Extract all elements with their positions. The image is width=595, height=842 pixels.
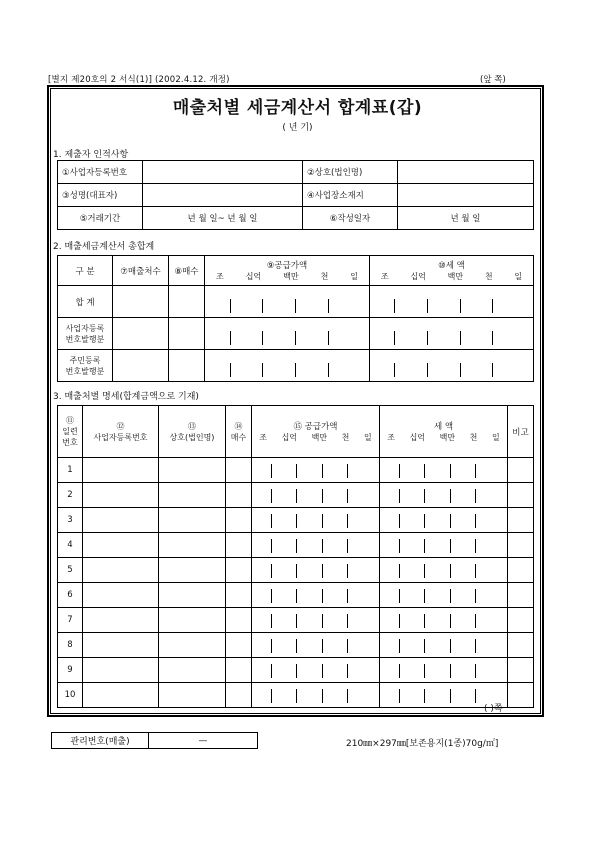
- digit-separator: [271, 614, 272, 628]
- period-field[interactable]: 년 월 일~ 년 월 일: [143, 207, 303, 230]
- table-row: [58, 508, 534, 533]
- serial-cell: 1: [58, 458, 83, 483]
- digit-separator: [450, 514, 451, 528]
- digit-separator: [322, 489, 323, 503]
- table-row: [58, 633, 534, 658]
- tax-cell[interactable]: [380, 533, 508, 558]
- biz-no-cell[interactable]: [83, 508, 159, 533]
- supply-amount-title: ⑨공급가액: [266, 261, 308, 271]
- digit-separator: [475, 489, 476, 503]
- digit-separators: [370, 350, 533, 381]
- digit-separator: [347, 589, 348, 603]
- digit-separator: [322, 514, 323, 528]
- digit-separator: [450, 564, 451, 578]
- biz-no-cell[interactable]: [83, 458, 159, 483]
- digit-separators: [252, 558, 379, 582]
- sheets-cell[interactable]: [226, 458, 252, 483]
- amount-cell[interactable]: [205, 350, 370, 382]
- digit-separators: [380, 533, 507, 557]
- digit-separator: [271, 464, 272, 478]
- digit-separator: [296, 589, 297, 603]
- amount-cell[interactable]: [169, 286, 205, 318]
- digit-separator: [271, 564, 272, 578]
- tax-col-header: [380, 406, 508, 458]
- sheets-header: ⑧매수: [169, 256, 205, 286]
- digit-separator: [399, 464, 400, 478]
- category-header: 구 분: [58, 256, 113, 286]
- biz-no-cell[interactable]: [83, 558, 159, 583]
- sheets-cell[interactable]: [226, 608, 252, 633]
- digit-separator: [295, 363, 296, 377]
- amount-cell[interactable]: [169, 318, 205, 350]
- digit-separator: [424, 689, 425, 703]
- amount-cell[interactable]: [370, 318, 534, 350]
- digit-separator: [394, 331, 395, 345]
- supply-cell[interactable]: [252, 583, 380, 608]
- tax-cell[interactable]: [380, 633, 508, 658]
- digit-separator: [424, 639, 425, 653]
- serial-cell: 8: [58, 633, 83, 658]
- digit-unit: 일: [514, 272, 523, 281]
- tax-cell[interactable]: [380, 608, 508, 633]
- digit-separators: [380, 508, 507, 532]
- digit-separator: [295, 299, 296, 313]
- year-period: ( 년 기): [282, 123, 313, 133]
- digit-separators: [252, 658, 379, 682]
- digit-separator: [475, 639, 476, 653]
- digit-separator: [424, 564, 425, 578]
- digit-separator: [230, 363, 231, 377]
- digit-separators: [380, 458, 507, 482]
- seller-count-header: ⑦매출처수: [113, 256, 169, 286]
- sheets-cell[interactable]: [226, 508, 252, 533]
- address-field[interactable]: [398, 184, 534, 207]
- digit-unit: 백만: [439, 433, 456, 442]
- supply-cell[interactable]: [252, 533, 380, 558]
- serial-cell: 3: [58, 508, 83, 533]
- date-field[interactable]: 년 월 일: [398, 207, 534, 230]
- supply-cell[interactable]: [252, 483, 380, 508]
- digit-separator: [427, 363, 428, 377]
- company-cell[interactable]: [159, 458, 226, 483]
- biz-no-cell[interactable]: [83, 683, 159, 708]
- company-cell[interactable]: [159, 508, 226, 533]
- tax-col-label: 세 액: [433, 422, 454, 432]
- digit-separators: [252, 583, 379, 607]
- note-cell[interactable]: [508, 658, 534, 683]
- digit-unit: 천: [469, 433, 478, 442]
- digit-separator: [450, 539, 451, 553]
- digit-separator: [475, 614, 476, 628]
- tax-col-digits: [380, 432, 507, 443]
- digit-separators: [380, 583, 507, 607]
- tax-digit-units: [370, 271, 533, 282]
- table-row: [58, 583, 534, 608]
- amount-cell[interactable]: [113, 286, 169, 318]
- company-cell[interactable]: [159, 533, 226, 558]
- paper-spec: 210㎜×297㎜[보존용지(1종)70g/㎡]: [346, 739, 499, 749]
- supply-cell[interactable]: [252, 458, 380, 483]
- digit-separator: [322, 614, 323, 628]
- note-cell[interactable]: [508, 558, 534, 583]
- digit-separator: [450, 664, 451, 678]
- serial-label: 일련 번호: [62, 427, 78, 447]
- digit-separator: [328, 363, 329, 377]
- digit-separator: [271, 539, 272, 553]
- digit-separator: [347, 539, 348, 553]
- digit-separator: [296, 514, 297, 528]
- digit-separator: [347, 639, 348, 653]
- biz-no-col-label: 사업자등록번호: [93, 432, 148, 442]
- digit-separator: [347, 464, 348, 478]
- biz-no-label: ①사업자등록번호: [58, 161, 143, 184]
- digit-separator: [475, 539, 476, 553]
- sheets-cell[interactable]: [226, 633, 252, 658]
- supply-amount-header: [205, 256, 370, 286]
- supply-cell[interactable]: [252, 558, 380, 583]
- digit-separator: [296, 464, 297, 478]
- digit-separator: [399, 539, 400, 553]
- digit-separator: [492, 363, 493, 377]
- table-row: [58, 483, 534, 508]
- digit-separator: [322, 639, 323, 653]
- digit-unit: 일: [350, 272, 358, 281]
- tax-cell[interactable]: [380, 583, 508, 608]
- company-header: [159, 406, 226, 458]
- digit-separator: [322, 564, 323, 578]
- supply-col-digits: [252, 432, 379, 443]
- digit-separators: [252, 633, 379, 657]
- serial-header: [58, 406, 83, 458]
- digit-unit: 천: [341, 433, 350, 442]
- management-number-box: [51, 732, 258, 749]
- digit-separator: [475, 564, 476, 578]
- digit-separator: [328, 331, 329, 345]
- digit-separator: [322, 539, 323, 553]
- period-label: ⑤거래기간: [58, 207, 143, 230]
- section3-heading: 3. 매출처별 명세(합계금액으로 기재): [53, 392, 199, 402]
- digit-unit: 십억: [409, 433, 426, 442]
- tax-cell[interactable]: [380, 508, 508, 533]
- company-cell[interactable]: [159, 558, 226, 583]
- table-row: [58, 683, 534, 708]
- mgmt-value[interactable]: —: [149, 733, 258, 749]
- digit-separator: [394, 299, 395, 313]
- sheets-col-header: [226, 406, 252, 458]
- digit-separator: [271, 689, 272, 703]
- digit-separator: [424, 614, 425, 628]
- submitter-info-table: [57, 160, 534, 230]
- biz-no-cell[interactable]: [83, 583, 159, 608]
- digit-unit: 백만: [311, 433, 328, 442]
- table-row: [58, 608, 534, 633]
- digit-separator: [450, 589, 451, 603]
- digit-separators: [380, 658, 507, 682]
- digit-separator: [230, 299, 231, 313]
- digit-separator: [492, 331, 493, 345]
- table-row: [58, 658, 534, 683]
- digit-separator: [399, 489, 400, 503]
- digit-separators: [205, 286, 369, 317]
- digit-separator: [460, 363, 461, 377]
- sheets-cell[interactable]: [226, 483, 252, 508]
- digit-separator: [296, 639, 297, 653]
- digit-separator: [399, 689, 400, 703]
- digit-separator: [347, 514, 348, 528]
- digit-unit: 천: [484, 272, 493, 281]
- digit-separator: [322, 664, 323, 678]
- supply-cell[interactable]: [252, 608, 380, 633]
- biz-no-cell[interactable]: [83, 633, 159, 658]
- amount-cell[interactable]: [113, 318, 169, 350]
- supply-col-label: ⑮ 공급가액: [293, 422, 338, 432]
- digit-separator: [295, 331, 296, 345]
- page-side: (앞 쪽): [480, 75, 506, 85]
- table-row: [58, 558, 534, 583]
- digit-unit: 백만: [447, 272, 464, 281]
- digit-unit: 일: [491, 433, 500, 442]
- biz-no-cell[interactable]: [83, 658, 159, 683]
- digit-separator: [475, 464, 476, 478]
- tax-cell[interactable]: [380, 558, 508, 583]
- digit-unit: 천: [320, 272, 329, 281]
- digit-separator: [475, 664, 476, 678]
- digit-unit: 조: [215, 272, 224, 281]
- digit-separator: [475, 689, 476, 703]
- table-row: [58, 533, 534, 558]
- digit-separator: [271, 589, 272, 603]
- company-cell[interactable]: [159, 683, 226, 708]
- digit-separator: [322, 464, 323, 478]
- date-label: ⑥작성일자: [303, 207, 398, 230]
- digit-separator: [296, 689, 297, 703]
- digit-unit: 조: [387, 433, 396, 442]
- sheets-cell[interactable]: [226, 583, 252, 608]
- digit-separator: [296, 564, 297, 578]
- page-indicator: ( )쪽: [484, 704, 503, 714]
- digit-separator: [424, 589, 425, 603]
- digit-separator: [347, 689, 348, 703]
- serial-cell: 2: [58, 483, 83, 508]
- digit-separators: [205, 350, 369, 381]
- digit-separators: [205, 318, 369, 349]
- digit-separator: [450, 614, 451, 628]
- company-cell[interactable]: [159, 658, 226, 683]
- digit-unit: 십억: [410, 272, 426, 281]
- digit-separators: [252, 683, 379, 707]
- digit-separator: [262, 331, 263, 345]
- company-cell[interactable]: [159, 633, 226, 658]
- digit-separator: [271, 664, 272, 678]
- sheets-cell[interactable]: [226, 558, 252, 583]
- digit-separator: [347, 489, 348, 503]
- tax-cell[interactable]: [380, 658, 508, 683]
- digit-separator: [475, 514, 476, 528]
- amount-cell[interactable]: [205, 286, 370, 318]
- digit-separator: [450, 639, 451, 653]
- seller-detail-table: [57, 405, 534, 708]
- digit-separators: [252, 483, 379, 507]
- digit-separators: [380, 608, 507, 632]
- biz-no-mark: ⑫: [116, 421, 125, 431]
- table-row: [58, 458, 534, 483]
- tax-cell[interactable]: [380, 483, 508, 508]
- digit-separators: [252, 608, 379, 632]
- note-header: 비고: [508, 406, 534, 458]
- digit-separators: [252, 508, 379, 532]
- digit-separators: [252, 458, 379, 482]
- tax-amount-title: ⑩세 액: [438, 261, 465, 271]
- company-cell[interactable]: [159, 583, 226, 608]
- company-col-label: 상호(법인명): [169, 432, 215, 442]
- note-cell[interactable]: [508, 683, 534, 708]
- digit-separator: [475, 589, 476, 603]
- note-cell[interactable]: [508, 533, 534, 558]
- digit-separator: [296, 489, 297, 503]
- digit-separator: [322, 689, 323, 703]
- digit-separators: [252, 533, 379, 557]
- digit-separator: [450, 464, 451, 478]
- name-field[interactable]: [143, 184, 303, 207]
- digit-separator: [450, 489, 451, 503]
- digit-separators: [370, 286, 533, 317]
- amount-cell[interactable]: [370, 286, 534, 318]
- tax-amount-header: [370, 256, 534, 286]
- digit-separators: [380, 558, 507, 582]
- note-cell[interactable]: [508, 483, 534, 508]
- digit-separator: [450, 689, 451, 703]
- digit-separator: [394, 363, 395, 377]
- digit-separators: [380, 633, 507, 657]
- digit-separator: [296, 614, 297, 628]
- biz-no-cell[interactable]: [83, 483, 159, 508]
- digit-unit: 십억: [281, 433, 298, 442]
- digit-separators: [370, 318, 533, 349]
- note-cell[interactable]: [508, 633, 534, 658]
- sheets-cell[interactable]: [226, 658, 252, 683]
- form-code: [별지 제20호의 2 서식(1)] (2002.4.12. 개정): [48, 75, 230, 85]
- section1-heading: 1. 제출자 인적사항: [53, 150, 129, 160]
- digit-separator: [427, 331, 428, 345]
- digit-separator: [230, 331, 231, 345]
- digit-unit: 조: [380, 272, 389, 281]
- note-cell[interactable]: [508, 608, 534, 633]
- digit-separator: [427, 299, 428, 313]
- supply-cell[interactable]: [252, 683, 380, 708]
- digit-separator: [271, 514, 272, 528]
- digit-unit: 백만: [283, 272, 299, 281]
- digit-separator: [271, 489, 272, 503]
- biz-no-cell[interactable]: [83, 608, 159, 633]
- biz-no-field[interactable]: [143, 161, 303, 184]
- name-label: ③성명(대표자): [58, 184, 143, 207]
- digit-separator: [262, 363, 263, 377]
- digit-separator: [347, 564, 348, 578]
- amount-cell[interactable]: [370, 350, 534, 382]
- company-mark: ⑬: [188, 421, 196, 431]
- amount-cell[interactable]: [169, 350, 205, 382]
- supply-cell[interactable]: [252, 633, 380, 658]
- digit-separator: [347, 664, 348, 678]
- page-title: 매출처별 세금계산서 합계표(갑): [172, 98, 423, 118]
- digit-separators: [380, 483, 507, 507]
- digit-separator: [399, 514, 400, 528]
- digit-separator: [399, 664, 400, 678]
- digit-separator: [399, 589, 400, 603]
- sheets-col-label: 매수: [230, 432, 247, 442]
- total-row-label: 합 계: [58, 286, 113, 318]
- serial-cell: 10: [58, 683, 83, 708]
- biz-reg-row-label: 사업자등록 번호발행분: [58, 318, 113, 350]
- digit-separator: [492, 299, 493, 313]
- company-field[interactable]: [398, 161, 534, 184]
- note-cell[interactable]: [508, 508, 534, 533]
- supply-digit-units: [205, 271, 369, 282]
- digit-separator: [296, 664, 297, 678]
- serial-cell: 7: [58, 608, 83, 633]
- digit-separator: [424, 464, 425, 478]
- section2-heading: 2. 매출세금계산서 총합계: [53, 242, 155, 252]
- digit-unit: 조: [259, 433, 268, 442]
- amount-cell[interactable]: [205, 318, 370, 350]
- digit-separator: [262, 299, 263, 313]
- digit-separator: [322, 589, 323, 603]
- biz-no-header: [83, 406, 159, 458]
- serial-cell: 4: [58, 533, 83, 558]
- mgmt-label: 관리번호(매출): [52, 733, 149, 749]
- digit-separator: [399, 614, 400, 628]
- serial-cell: 9: [58, 658, 83, 683]
- digit-separator: [424, 514, 425, 528]
- sheets-mark: ⑭: [234, 421, 243, 431]
- digit-separator: [399, 639, 400, 653]
- serial-cell: 6: [58, 583, 83, 608]
- digit-separator: [424, 539, 425, 553]
- sheets-cell[interactable]: [226, 533, 252, 558]
- serial-cell: 5: [58, 558, 83, 583]
- digit-unit: 일: [363, 433, 372, 442]
- total-summary-table: [57, 255, 534, 382]
- serial-number-mark: ⑪: [66, 416, 74, 425]
- note-cell[interactable]: [508, 583, 534, 608]
- sheets-cell[interactable]: [226, 683, 252, 708]
- digit-separator: [424, 664, 425, 678]
- company-cell[interactable]: [159, 608, 226, 633]
- company-label: ②상호(법인명): [303, 161, 398, 184]
- digit-separator: [424, 489, 425, 503]
- note-cell[interactable]: [508, 458, 534, 483]
- digit-separator: [296, 539, 297, 553]
- supply-cell[interactable]: [252, 658, 380, 683]
- digit-separator: [460, 299, 461, 313]
- resident-reg-row-label: 주민등록 번호발행분: [58, 350, 113, 382]
- tax-cell[interactable]: [380, 458, 508, 483]
- digit-separator: [328, 299, 329, 313]
- digit-separator: [460, 331, 461, 345]
- digit-separator: [347, 614, 348, 628]
- company-cell[interactable]: [159, 483, 226, 508]
- digit-unit: 십억: [245, 272, 262, 281]
- address-label: ④사업장소재지: [303, 184, 398, 207]
- biz-no-cell[interactable]: [83, 533, 159, 558]
- supply-col-header: [252, 406, 380, 458]
- supply-cell[interactable]: [252, 508, 380, 533]
- digit-separator: [399, 564, 400, 578]
- amount-cell[interactable]: [113, 350, 169, 382]
- digit-separator: [271, 639, 272, 653]
